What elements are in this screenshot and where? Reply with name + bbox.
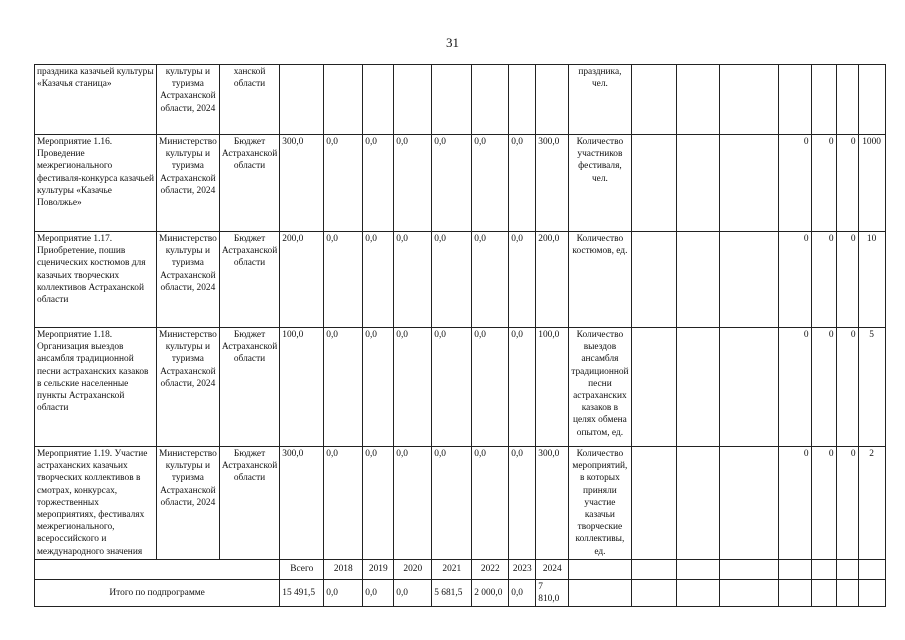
funding-source-cell: Бюджет Астраханской области (219, 232, 279, 328)
funding-value-cell (536, 65, 569, 135)
year-header-cell: 2023 (509, 559, 536, 579)
year-header-cell: 2018 (324, 559, 363, 579)
funding-value-cell: 0,0 (324, 328, 363, 447)
empty-cell (631, 559, 676, 579)
funding-value-cell: 0,0 (363, 135, 394, 232)
empty-cell (811, 559, 836, 579)
empty-cell (676, 135, 719, 232)
funding-value-cell: 100,0 (280, 328, 324, 447)
activity-name-cell: Мероприятие 1.17. Приобретение, пошив сценических костюмов для казачьих творческих коллективов Астраханской области (35, 232, 157, 328)
funding-value-cell: 0,0 (509, 328, 536, 447)
funding-value-cell (394, 65, 432, 135)
target-value-cell (811, 65, 836, 135)
target-value-cell: 0 (778, 447, 811, 560)
page-number: 31 (446, 35, 459, 50)
year-header-cell: 2022 (472, 559, 509, 579)
empty-cell (719, 135, 778, 232)
empty-cell (719, 447, 778, 560)
target-value-cell: 2 (858, 447, 885, 560)
total-label-cell: Итого по подпрограмме (35, 579, 280, 606)
funding-value-cell: 0,0 (324, 232, 363, 328)
total-value-cell: 15 491,5 (280, 579, 324, 606)
funding-value-cell: 0,0 (472, 447, 509, 560)
year-header-cell: 2024 (536, 559, 569, 579)
funding-source-cell: Бюджет Астраханской области (219, 135, 279, 232)
empty-cell (631, 328, 676, 447)
empty-cell (719, 328, 778, 447)
funding-value-cell (509, 65, 536, 135)
funding-value-cell: 0,0 (394, 135, 432, 232)
target-value-cell (778, 65, 811, 135)
empty-cell (719, 559, 778, 579)
funding-value-cell: 0,0 (394, 232, 432, 328)
table-row (35, 328, 886, 447)
executor-cell: Министерство культуры и туризма Астраханской области, 2024 (157, 135, 220, 232)
total-row (35, 579, 886, 606)
total-value-cell: 2 000,0 (472, 579, 509, 606)
table-row (35, 447, 886, 560)
empty-cell (676, 579, 719, 606)
empty-cell (631, 65, 676, 135)
funding-value-cell: 0,0 (363, 328, 394, 447)
activity-name-cell: Мероприятие 1.16. Проведение межрегионального фестиваля-конкурса казачьей культуры «Казачье Поволжье» (35, 135, 157, 232)
total-value-cell: 0,0 (363, 579, 394, 606)
empty-cell (631, 447, 676, 560)
executor-cell: культуры и туризма Астраханской области, 2024 (157, 65, 220, 135)
empty-cell (631, 579, 676, 606)
table-row (35, 135, 886, 232)
funding-value-cell (363, 65, 394, 135)
empty-cell (676, 65, 719, 135)
funding-value-cell (472, 65, 509, 135)
funding-value-cell: 200,0 (536, 232, 569, 328)
funding-value-cell (280, 65, 324, 135)
funding-value-cell (432, 65, 472, 135)
empty-cell (719, 65, 778, 135)
empty-cell (631, 232, 676, 328)
target-value-cell: 0 (836, 135, 858, 232)
empty-cell (676, 232, 719, 328)
target-value-cell: 0 (836, 447, 858, 560)
funding-value-cell: 0,0 (509, 232, 536, 328)
empty-cell (836, 579, 858, 606)
funding-value-cell: 300,0 (280, 447, 324, 560)
funding-source-cell: Бюджет Астраханской области (219, 447, 279, 560)
target-value-cell (858, 65, 885, 135)
executor-cell: Министерство культуры и туризма Астраханской области, 2024 (157, 447, 220, 560)
empty-cell (569, 579, 631, 606)
funding-value-cell: 0,0 (472, 135, 509, 232)
funding-value-cell: 100,0 (536, 328, 569, 447)
empty-cell (858, 559, 885, 579)
empty-cell (778, 559, 811, 579)
empty-cell (811, 579, 836, 606)
total-value-cell: 0,0 (324, 579, 363, 606)
funding-value-cell: 300,0 (536, 135, 569, 232)
target-value-cell: 0 (811, 232, 836, 328)
empty-cell (676, 559, 719, 579)
year-header-cell: 2021 (432, 559, 472, 579)
target-value-cell: 10 (858, 232, 885, 328)
target-value-cell: 0 (836, 328, 858, 447)
target-value-cell: 0 (778, 328, 811, 447)
target-value-cell: 0 (811, 135, 836, 232)
funding-value-cell: 200,0 (280, 232, 324, 328)
funding-value-cell: 0,0 (432, 232, 472, 328)
indicator-cell: Количество выездов ансамбля традиционной песни астраханских казаков в целях обмена опытом, ед. (569, 328, 631, 447)
funding-value-cell: 300,0 (280, 135, 324, 232)
funding-value-cell: 0,0 (432, 447, 472, 560)
header-spacer-cell (35, 559, 280, 579)
empty-cell (858, 579, 885, 606)
funding-source-cell: ханской области (219, 65, 279, 135)
target-value-cell (836, 65, 858, 135)
empty-cell (719, 579, 778, 606)
funding-value-cell: 300,0 (536, 447, 569, 560)
activity-name-cell: Мероприятие 1.18. Организация выездов ансамбля традиционной песни астраханских казаков в сельские населенные пункты Астраханской области (35, 328, 157, 447)
empty-cell (778, 579, 811, 606)
year-header-row (35, 559, 886, 579)
table-row (35, 232, 886, 328)
activity-name-cell: праздника казачьей культуры «Казачья станица» (35, 65, 157, 135)
program-table (34, 64, 886, 607)
empty-cell (676, 447, 719, 560)
funding-value-cell: 0,0 (432, 135, 472, 232)
funding-source-cell: Бюджет Астраханской области (219, 328, 279, 447)
funding-value-cell: 0,0 (363, 232, 394, 328)
funding-value-cell: 0,0 (363, 447, 394, 560)
funding-value-cell: 0,0 (324, 447, 363, 560)
funding-value-cell: 0,0 (324, 135, 363, 232)
funding-value-cell: 0,0 (394, 328, 432, 447)
indicator-cell: Количество участников фестиваля, чел. (569, 135, 631, 232)
empty-cell (836, 559, 858, 579)
empty-cell (631, 135, 676, 232)
table-row (35, 65, 886, 135)
funding-value-cell: 0,0 (509, 135, 536, 232)
total-value-cell: 0,0 (394, 579, 432, 606)
activity-name-cell: Мероприятие 1.19. Участие астраханских казачьих творческих коллективов в смотрах, конкурсах, торжественных мероприятиях, фестивалях межрегионального, всероссийского и международного значения (35, 447, 157, 560)
target-value-cell: 0 (811, 328, 836, 447)
total-value-cell: 0,0 (509, 579, 536, 606)
target-value-cell: 0 (811, 447, 836, 560)
indicator-cell: праздника, чел. (569, 65, 631, 135)
empty-cell (676, 328, 719, 447)
executor-cell: Министерство культуры и туризма Астраханской области, 2024 (157, 328, 220, 447)
executor-cell: Министерство культуры и туризма Астраханской области, 2024 (157, 232, 220, 328)
target-value-cell: 0 (778, 135, 811, 232)
target-value-cell: 5 (858, 328, 885, 447)
empty-cell (719, 232, 778, 328)
indicator-cell: Количество мероприятий, в которых приняли участие казачьи творческие коллективы, ед. (569, 447, 631, 560)
year-header-cell: 2019 (363, 559, 394, 579)
total-value-cell: 5 681,5 (432, 579, 472, 606)
empty-cell (569, 559, 631, 579)
funding-value-cell: 0,0 (432, 328, 472, 447)
total-value-cell: 7 810,0 (536, 579, 569, 606)
year-header-cell: Всего (280, 559, 324, 579)
target-value-cell: 0 (778, 232, 811, 328)
funding-value-cell: 0,0 (472, 328, 509, 447)
target-value-cell: 1000 (858, 135, 885, 232)
indicator-cell: Количество костюмов, ед. (569, 232, 631, 328)
funding-value-cell: 0,0 (509, 447, 536, 560)
target-value-cell: 0 (836, 232, 858, 328)
year-header-cell: 2020 (394, 559, 432, 579)
funding-value-cell: 0,0 (394, 447, 432, 560)
funding-value-cell (324, 65, 363, 135)
funding-value-cell: 0,0 (472, 232, 509, 328)
